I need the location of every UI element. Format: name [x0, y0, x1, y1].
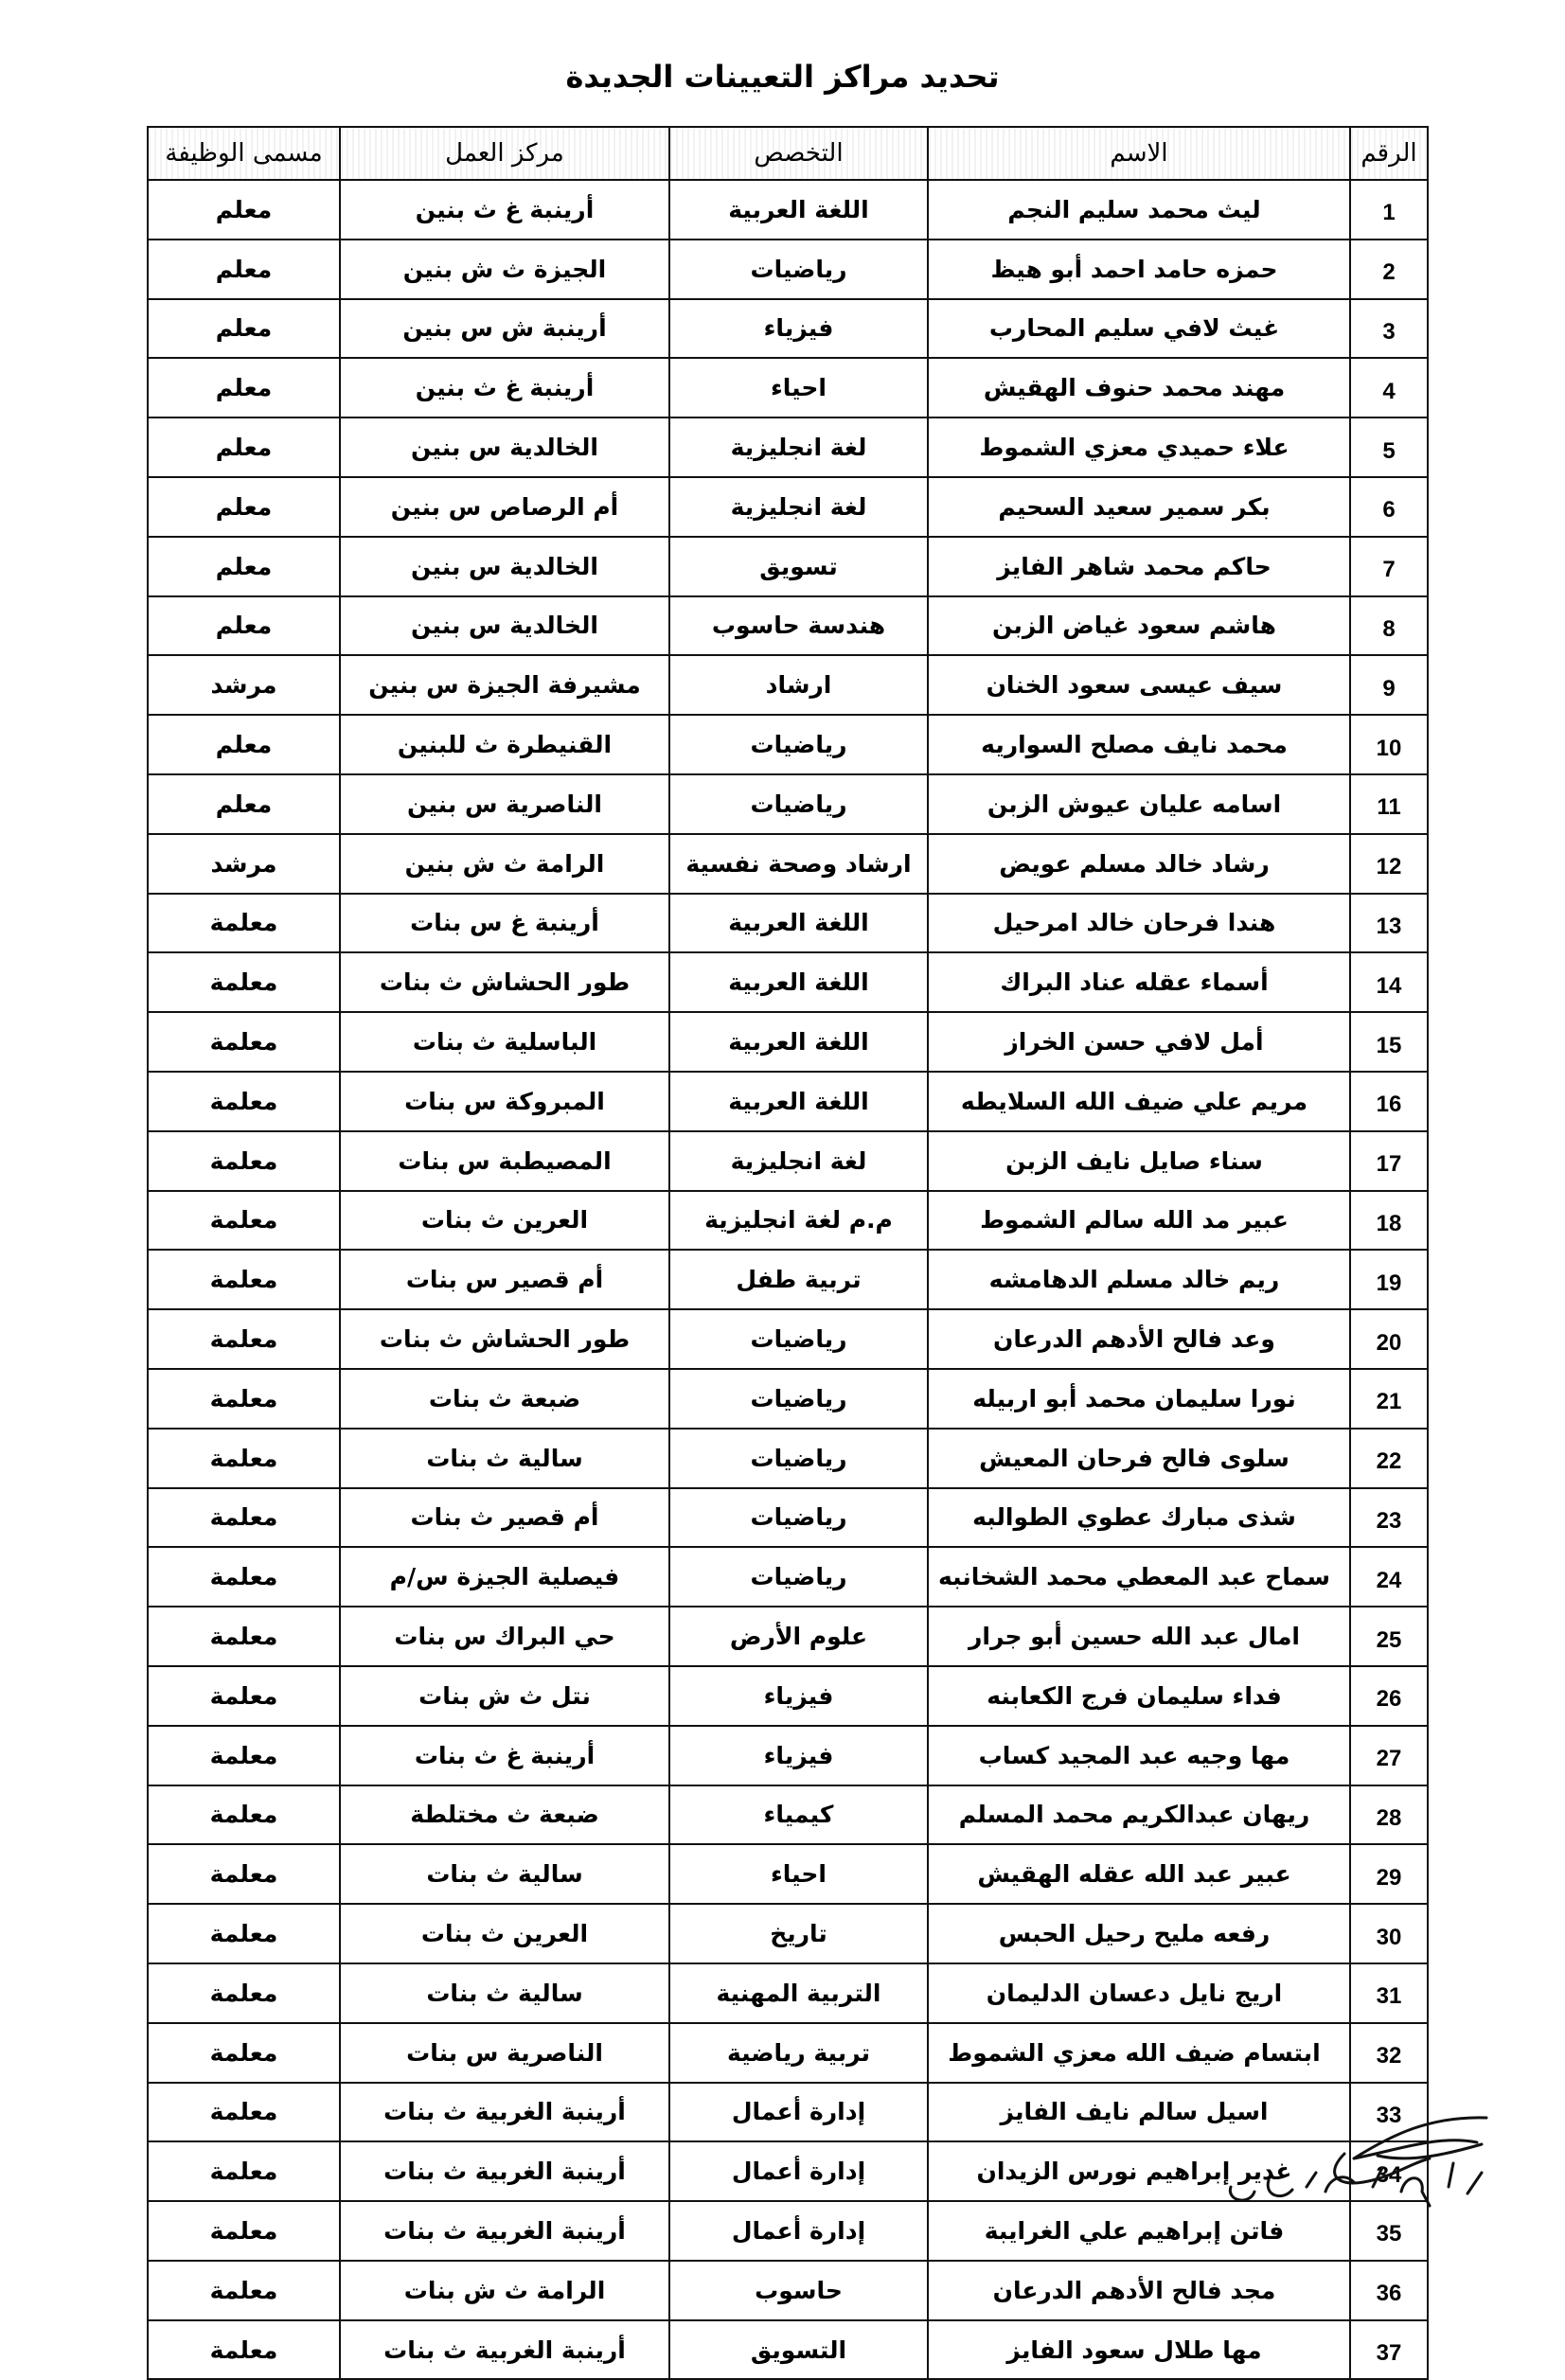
table-row — [148, 180, 1428, 240]
cell-workplace: ضبعة ث بنات — [340, 1369, 669, 1429]
cell-job-title: معلم — [148, 537, 340, 596]
cell-specialty: تاريخ — [669, 1904, 928, 1963]
cell-num: 12 — [1350, 834, 1428, 894]
cell-specialty: إدارة أعمال — [669, 2201, 928, 2261]
cell-num: 3 — [1350, 299, 1428, 359]
cell-num: 37 — [1350, 2320, 1428, 2380]
cell-job-title: مرشد — [148, 655, 340, 715]
cell-specialty: ارشاد وصحة نفسية — [669, 834, 928, 894]
cell-workplace: الناصرية س بنين — [340, 774, 669, 834]
cell-num: 7 — [1350, 537, 1428, 596]
table-row — [148, 1547, 1428, 1607]
cell-specialty: فيزياء — [669, 1726, 928, 1785]
cell-name: رشاد خالد مسلم عويض — [928, 834, 1350, 894]
table-row — [148, 834, 1428, 894]
cell-num: 13 — [1350, 894, 1428, 953]
cell-workplace: المبروكة س بنات — [340, 1072, 669, 1131]
cell-job-title: معلم — [148, 417, 340, 477]
cell-job-title: معلمة — [148, 1547, 340, 1607]
cell-workplace: حي البراك س بنات — [340, 1607, 669, 1666]
cell-specialty: احياء — [669, 1844, 928, 1904]
cell-specialty: هندسة حاسوب — [669, 596, 928, 656]
cell-name: أسماء عقله عناد البراك — [928, 952, 1350, 1012]
cell-num: 23 — [1350, 1488, 1428, 1548]
table-row — [148, 358, 1428, 417]
cell-job-title: معلمة — [148, 1131, 340, 1191]
header-job-title: مسمى الوظيفة — [148, 127, 340, 180]
cell-specialty: اللغة العربية — [669, 180, 928, 240]
cell-num: 32 — [1350, 2023, 1428, 2083]
cell-specialty: لغة انجليزية — [669, 417, 928, 477]
cell-specialty: ارشاد — [669, 655, 928, 715]
table-row — [148, 2320, 1428, 2380]
cell-num: 1 — [1350, 180, 1428, 240]
cell-specialty: حاسوب — [669, 2261, 928, 2320]
cell-specialty: تربية طفل — [669, 1250, 928, 1309]
cell-workplace: سالية ث بنات — [340, 1429, 669, 1488]
cell-job-title: معلم — [148, 299, 340, 359]
table-row — [148, 299, 1428, 359]
cell-job-title: معلمة — [148, 2083, 340, 2142]
cell-num: 20 — [1350, 1309, 1428, 1369]
cell-specialty: تسويق — [669, 537, 928, 596]
cell-name: شذى مبارك عطوي الطوالبه — [928, 1488, 1350, 1548]
table-row — [148, 1369, 1428, 1429]
cell-name: اسيل سالم نايف الفايز — [928, 2083, 1350, 2142]
cell-name: سناء صايل نايف الزبن — [928, 1131, 1350, 1191]
cell-name: ريم خالد مسلم الدهامشه — [928, 1250, 1350, 1309]
cell-specialty: لغة انجليزية — [669, 1131, 928, 1191]
cell-workplace: المصيطبة س بنات — [340, 1131, 669, 1191]
table-row — [148, 952, 1428, 1012]
cell-name: عبير عبد الله عقله الهقيش — [928, 1844, 1350, 1904]
cell-specialty: م.م لغة انجليزية — [669, 1191, 928, 1251]
table-row — [148, 1666, 1428, 1726]
cell-workplace: أرينبة غ ث بنين — [340, 358, 669, 417]
cell-workplace: أرينبة الغربية ث بنات — [340, 2201, 669, 2261]
cell-job-title: معلمة — [148, 1012, 340, 1072]
table-row — [148, 596, 1428, 656]
table-row — [148, 1904, 1428, 1963]
cell-workplace: الخالدية س بنين — [340, 417, 669, 477]
handwritten-signature — [1212, 2106, 1496, 2211]
cell-name: ريهان عبدالكريم محمد المسلم — [928, 1785, 1350, 1845]
cell-workplace: فيصلية الجيزة س/م — [340, 1547, 669, 1607]
cell-workplace: أم الرصاص س بنين — [340, 477, 669, 537]
cell-num: 10 — [1350, 715, 1428, 774]
cell-workplace: القنيطرة ث للبنين — [340, 715, 669, 774]
cell-name: بكر سمير سعيد السحيم — [928, 477, 1350, 537]
cell-specialty: رياضيات — [669, 1369, 928, 1429]
cell-workplace: أرينبة الغربية ث بنات — [340, 2083, 669, 2142]
cell-specialty: رياضيات — [669, 715, 928, 774]
cell-job-title: معلمة — [148, 1607, 340, 1666]
cell-workplace: العرين ث بنات — [340, 1904, 669, 1963]
cell-specialty: رياضيات — [669, 1429, 928, 1488]
table-row — [148, 1429, 1428, 1488]
cell-specialty: اللغة العربية — [669, 1012, 928, 1072]
cell-job-title: معلم — [148, 596, 340, 656]
cell-workplace: طور الحشاش ث بنات — [340, 952, 669, 1012]
cell-name: غدير إبراهيم نورس الزيدان — [928, 2141, 1350, 2201]
cell-workplace: أم قصير س بنات — [340, 1250, 669, 1309]
cell-name: محمد نايف مصلح السواريه — [928, 715, 1350, 774]
cell-num: 16 — [1350, 1072, 1428, 1131]
cell-num: 19 — [1350, 1250, 1428, 1309]
cell-workplace: العرين ث بنات — [340, 1191, 669, 1251]
cell-num: 30 — [1350, 1904, 1428, 1963]
cell-job-title: معلم — [148, 180, 340, 240]
cell-workplace: سالية ث بنات — [340, 1963, 669, 2023]
cell-specialty: إدارة أعمال — [669, 2141, 928, 2201]
cell-num: 36 — [1350, 2261, 1428, 2320]
cell-job-title: معلمة — [148, 2023, 340, 2083]
cell-num: 21 — [1350, 1369, 1428, 1429]
cell-name: مها طلال سعود الفايز — [928, 2320, 1350, 2380]
table-row — [148, 537, 1428, 596]
cell-workplace: أرينبة الغربية ث بنات — [340, 2320, 669, 2380]
cell-specialty: رياضيات — [669, 1309, 928, 1369]
cell-job-title: معلمة — [148, 2141, 340, 2201]
cell-name: نورا سليمان محمد أبو اربيله — [928, 1369, 1350, 1429]
cell-specialty: التربية المهنية — [669, 1963, 928, 2023]
table-row — [148, 1309, 1428, 1369]
cell-workplace: أم قصير ث بنات — [340, 1488, 669, 1548]
cell-job-title: معلمة — [148, 1429, 340, 1488]
cell-num: 26 — [1350, 1666, 1428, 1726]
table-row — [148, 2261, 1428, 2320]
cell-workplace: أرينبة ش س بنين — [340, 299, 669, 359]
table-row — [148, 1072, 1428, 1131]
cell-workplace: أرينبة الغربية ث بنات — [340, 2141, 669, 2201]
cell-specialty: اللغة العربية — [669, 894, 928, 953]
header-specialty: التخصص — [669, 127, 928, 180]
table-row — [148, 1012, 1428, 1072]
table-row — [148, 240, 1428, 299]
table-row — [148, 2023, 1428, 2083]
cell-specialty: رياضيات — [669, 1488, 928, 1548]
cell-workplace: نتل ث ش بنات — [340, 1666, 669, 1726]
table-row — [148, 477, 1428, 537]
table-row — [148, 1191, 1428, 1251]
cell-specialty: التسويق — [669, 2320, 928, 2380]
cell-workplace: الرامة ث ش بنين — [340, 834, 669, 894]
cell-num: 27 — [1350, 1726, 1428, 1785]
table-row — [148, 1607, 1428, 1666]
cell-workplace: ضبعة ث مختلطة — [340, 1785, 669, 1845]
cell-name: هندا فرحان خالد امرحيل — [928, 894, 1350, 953]
cell-num: 11 — [1350, 774, 1428, 834]
cell-specialty: فيزياء — [669, 299, 928, 359]
cell-specialty: لغة انجليزية — [669, 477, 928, 537]
cell-job-title: معلمة — [148, 1785, 340, 1845]
cell-num: 9 — [1350, 655, 1428, 715]
cell-name: اسامه عليان عيوش الزبن — [928, 774, 1350, 834]
cell-name: فداء سليمان فرج الكعابنه — [928, 1666, 1350, 1726]
cell-specialty: تربية رياضية — [669, 2023, 928, 2083]
cell-job-title: معلمة — [148, 1309, 340, 1369]
cell-name: مجد فالح الأدهم الدرعان — [928, 2261, 1350, 2320]
cell-specialty: فيزياء — [669, 1666, 928, 1726]
cell-name: غيث لافي سليم المحارب — [928, 299, 1350, 359]
cell-num: 18 — [1350, 1191, 1428, 1251]
table-row — [148, 1250, 1428, 1309]
cell-name: مهند محمد حنوف الهقيش — [928, 358, 1350, 417]
cell-name: اريج نايل دعسان الدليمان — [928, 1963, 1350, 2023]
cell-workplace: الرامة ث ش بنات — [340, 2261, 669, 2320]
table-row — [148, 1488, 1428, 1548]
cell-job-title: معلمة — [148, 1072, 340, 1131]
cell-num: 25 — [1350, 1607, 1428, 1666]
cell-name: وعد فالح الأدهم الدرعان — [928, 1309, 1350, 1369]
cell-workplace: أرينبة غ ث بنات — [340, 1726, 669, 1785]
cell-job-title: معلمة — [148, 2320, 340, 2380]
cell-job-title: معلمة — [148, 952, 340, 1012]
cell-num: 34 — [1350, 2141, 1428, 2201]
cell-workplace: أرينبة غ س بنات — [340, 894, 669, 953]
cell-job-title: معلمة — [148, 1726, 340, 1785]
cell-job-title: معلمة — [148, 1963, 340, 2023]
appointments-table — [147, 126, 1429, 2380]
cell-num: 29 — [1350, 1844, 1428, 1904]
cell-specialty: احياء — [669, 358, 928, 417]
cell-workplace: سالية ث بنات — [340, 1844, 669, 1904]
table-row — [148, 1726, 1428, 1785]
cell-name: حاكم محمد شاهر الفايز — [928, 537, 1350, 596]
cell-name: ابتسام ضيف الله معزي الشموط — [928, 2023, 1350, 2083]
cell-workplace: الباسلية ث بنات — [340, 1012, 669, 1072]
cell-num: 8 — [1350, 596, 1428, 656]
cell-job-title: معلمة — [148, 1369, 340, 1429]
cell-job-title: معلمة — [148, 1250, 340, 1309]
cell-name: مريم علي ضيف الله السلايطه — [928, 1072, 1350, 1131]
table-row — [148, 774, 1428, 834]
cell-job-title: معلم — [148, 715, 340, 774]
cell-name: مها وجيه عبد المجيد كساب — [928, 1726, 1350, 1785]
cell-specialty: إدارة أعمال — [669, 2083, 928, 2142]
header-workplace: مركز العمل — [340, 127, 669, 180]
table-row — [148, 1785, 1428, 1845]
cell-name: هاشم سعود غياض الزبن — [928, 596, 1350, 656]
cell-num: 2 — [1350, 240, 1428, 299]
cell-specialty: رياضيات — [669, 1547, 928, 1607]
cell-job-title: معلمة — [148, 2261, 340, 2320]
cell-num: 15 — [1350, 1012, 1428, 1072]
cell-name: عبير مد الله سالم الشموط — [928, 1191, 1350, 1251]
cell-num: 28 — [1350, 1785, 1428, 1845]
cell-num: 4 — [1350, 358, 1428, 417]
cell-specialty: اللغة العربية — [669, 952, 928, 1012]
cell-job-title: معلمة — [148, 1904, 340, 1963]
cell-name: فاتن إبراهيم علي الغرايبة — [928, 2201, 1350, 2261]
cell-num: 6 — [1350, 477, 1428, 537]
document-title: تحديد مراكز التعيينات الجديدة — [565, 59, 1000, 95]
cell-job-title: معلمة — [148, 2201, 340, 2261]
cell-workplace: أرينبة غ ث بنين — [340, 180, 669, 240]
cell-name: حمزه حامد احمد أبو هيظ — [928, 240, 1350, 299]
cell-name: رفعه مليح رحيل الحبس — [928, 1904, 1350, 1963]
cell-specialty: اللغة العربية — [669, 1072, 928, 1131]
cell-job-title: معلم — [148, 240, 340, 299]
cell-num: 24 — [1350, 1547, 1428, 1607]
cell-num: 22 — [1350, 1429, 1428, 1488]
cell-job-title: معلمة — [148, 1488, 340, 1548]
header-num: الرقم — [1350, 127, 1428, 180]
cell-job-title: معلمة — [148, 1666, 340, 1726]
table-row — [148, 417, 1428, 477]
cell-num: 5 — [1350, 417, 1428, 477]
cell-num: 14 — [1350, 952, 1428, 1012]
cell-specialty: كيمياء — [669, 1785, 928, 1845]
cell-job-title: معلم — [148, 477, 340, 537]
cell-specialty: علوم الأرض — [669, 1607, 928, 1666]
table-row — [148, 894, 1428, 953]
cell-specialty: رياضيات — [669, 240, 928, 299]
cell-name: سماح عبد المعطي محمد الشخانبه — [928, 1547, 1350, 1607]
cell-job-title: معلم — [148, 358, 340, 417]
cell-name: سلوى فالح فرحان المعيش — [928, 1429, 1350, 1488]
table-row — [148, 1963, 1428, 2023]
table-row — [148, 1131, 1428, 1191]
cell-workplace: مشيرفة الجيزة س بنين — [340, 655, 669, 715]
table-body — [148, 180, 1428, 2379]
cell-num: 17 — [1350, 1131, 1428, 1191]
cell-num: 31 — [1350, 1963, 1428, 2023]
header-name: الاسم — [928, 127, 1350, 180]
cell-job-title: معلمة — [148, 894, 340, 953]
cell-num: 33 — [1350, 2083, 1428, 2142]
cell-name: علاء حميدي معزي الشموط — [928, 417, 1350, 477]
cell-workplace: الناصرية س بنات — [340, 2023, 669, 2083]
cell-name: ليث محمد سليم النجم — [928, 180, 1350, 240]
cell-workplace: الخالدية س بنين — [340, 537, 669, 596]
table-row — [148, 715, 1428, 774]
cell-job-title: معلم — [148, 774, 340, 834]
table-header-row — [148, 127, 1428, 180]
cell-workplace: الخالدية س بنين — [340, 596, 669, 656]
table-row — [148, 1844, 1428, 1904]
table-row — [148, 655, 1428, 715]
cell-workplace: طور الحشاش ث بنات — [340, 1309, 669, 1369]
cell-specialty: رياضيات — [669, 774, 928, 834]
cell-workplace: الجيزة ث ش بنين — [340, 240, 669, 299]
cell-name: امال عبد الله حسين أبو جرار — [928, 1607, 1350, 1666]
cell-num: 35 — [1350, 2201, 1428, 2261]
cell-job-title: معلمة — [148, 1191, 340, 1251]
cell-job-title: معلمة — [148, 1844, 340, 1904]
cell-job-title: مرشد — [148, 834, 340, 894]
cell-name: سيف عيسى سعود الخنان — [928, 655, 1350, 715]
cell-name: أمل لافي حسن الخراز — [928, 1012, 1350, 1072]
